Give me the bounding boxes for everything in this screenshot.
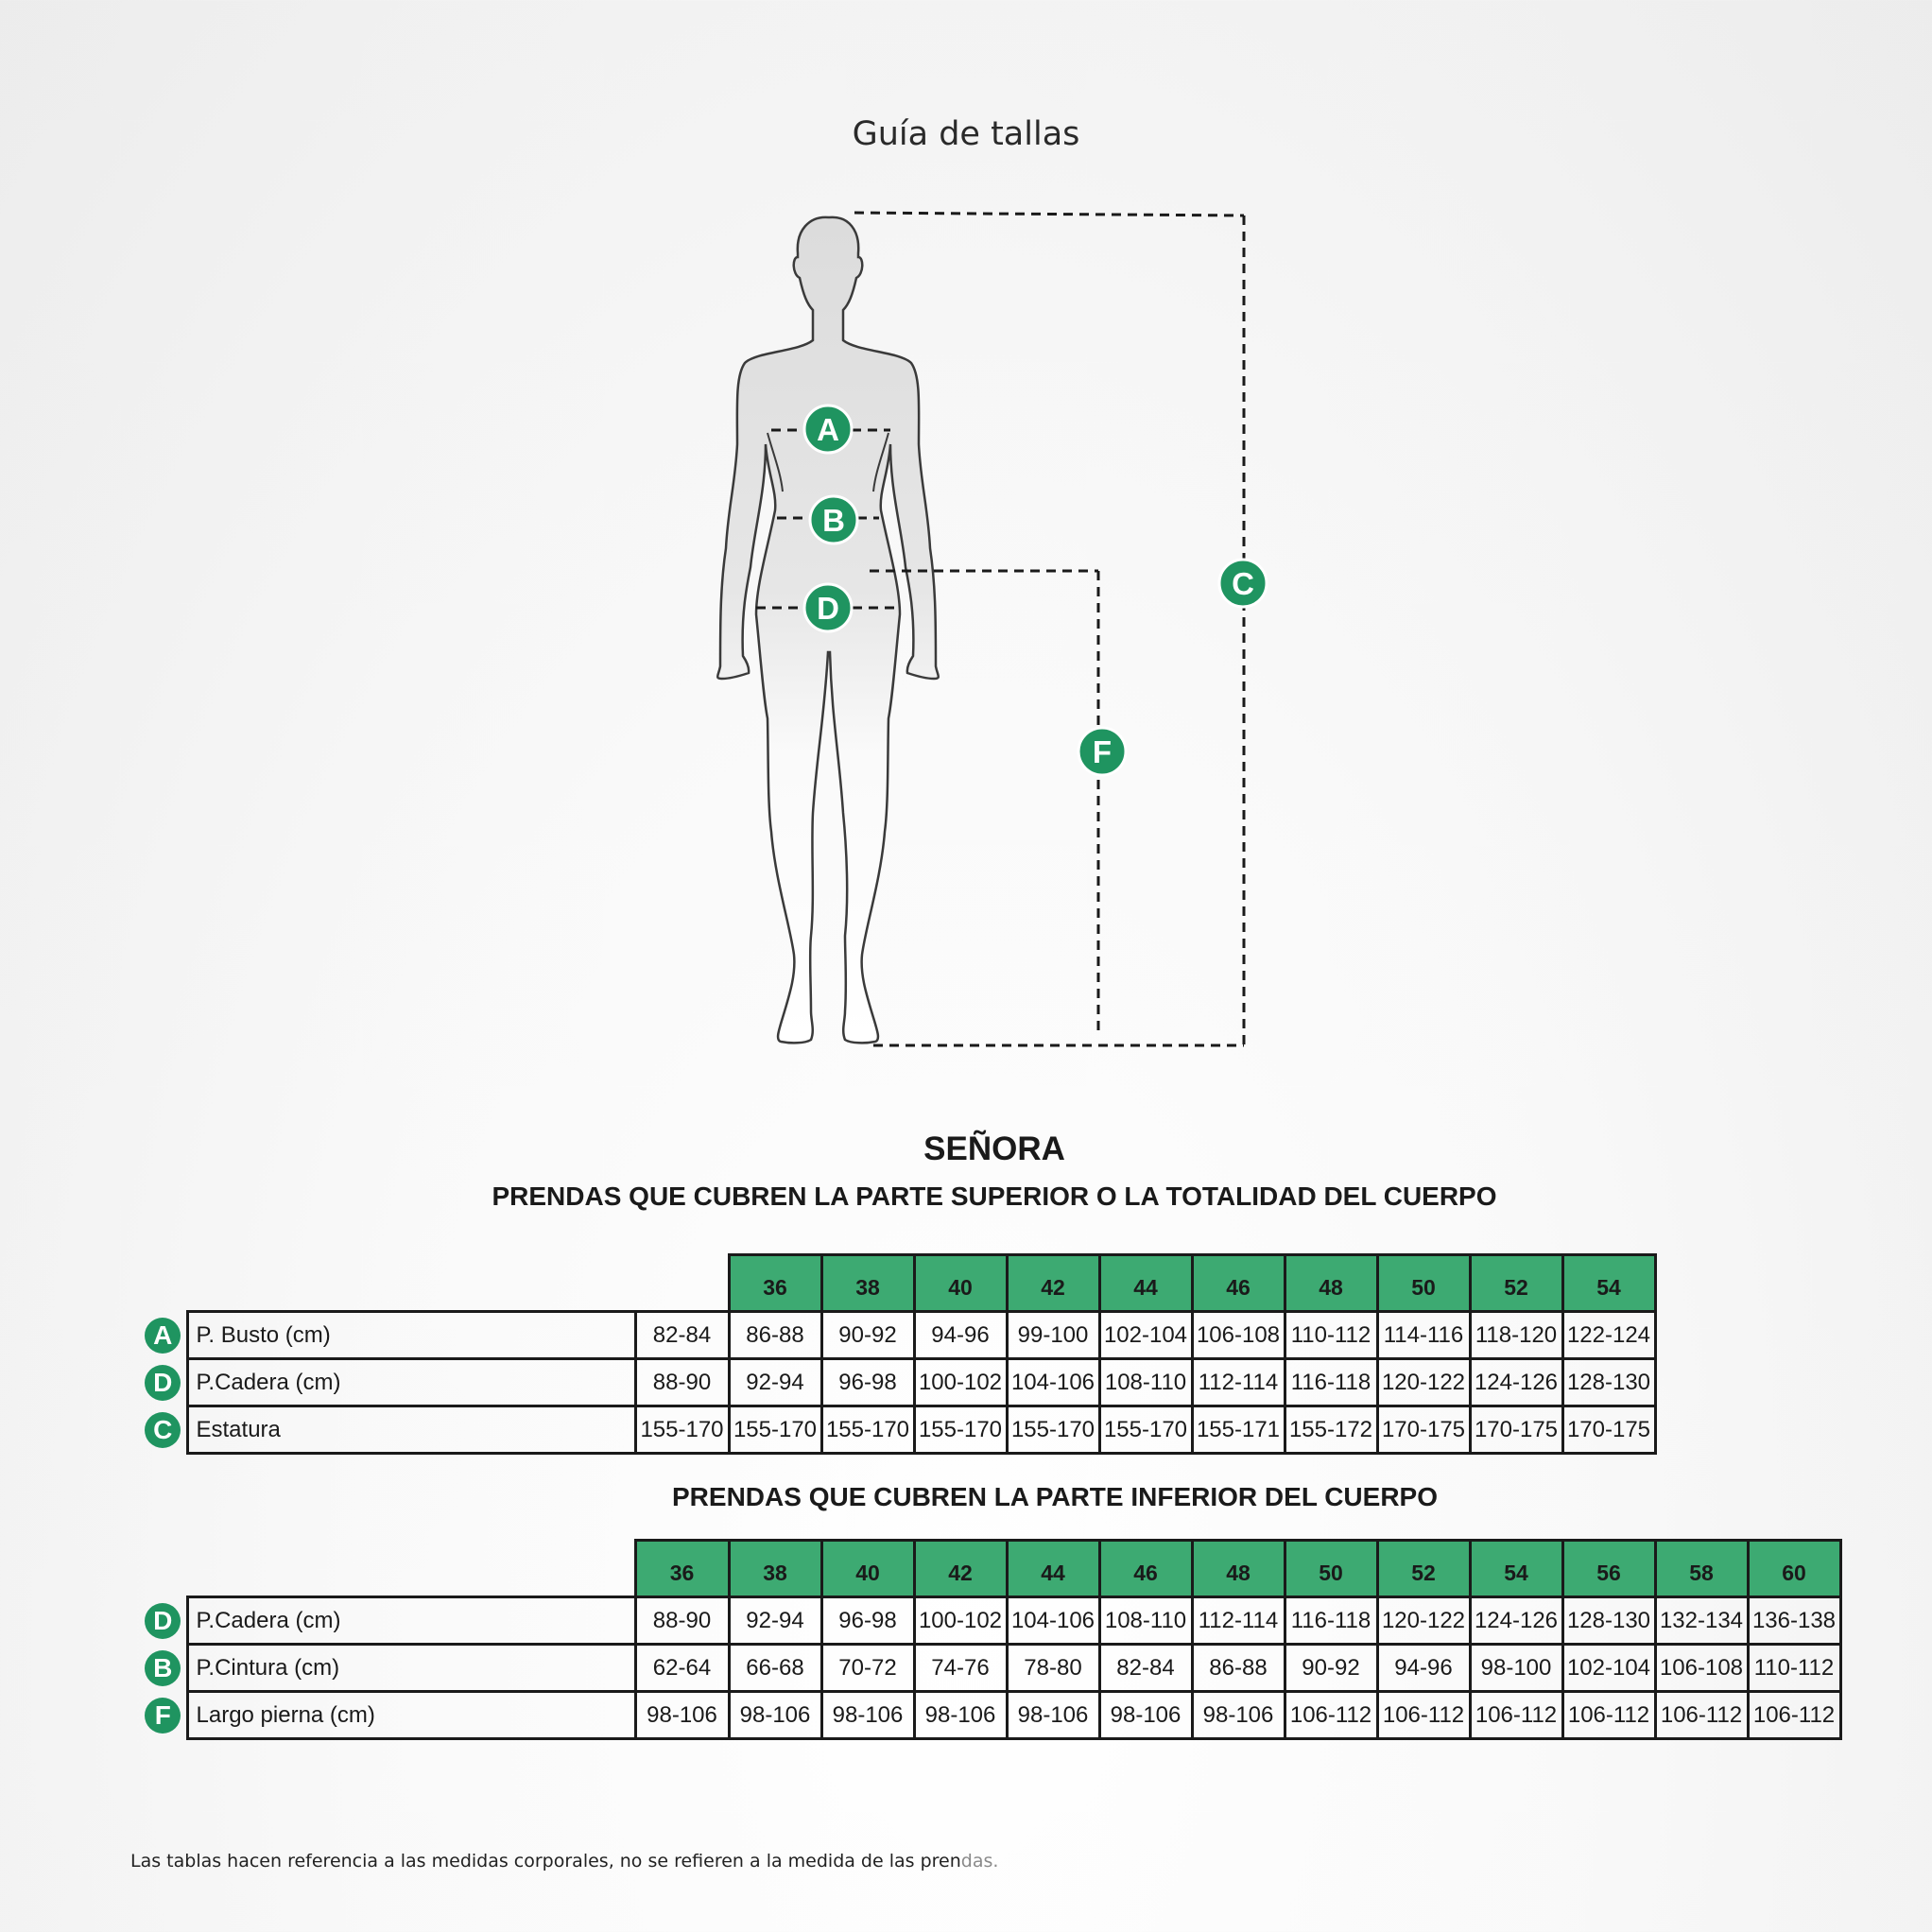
value-cell: 98-106 (729, 1692, 821, 1739)
badge-cell (140, 1312, 187, 1359)
size-header-cell: 46 (1192, 1255, 1285, 1312)
value-cell: 108-110 (1099, 1359, 1192, 1406)
value-cell: 106-108 (1655, 1645, 1748, 1692)
value-cell: 94-96 (914, 1312, 1007, 1359)
value-cell: 78-80 (1007, 1645, 1099, 1692)
value-cell: 155-170 (1099, 1406, 1192, 1454)
marker-a (804, 405, 852, 453)
value-cell: 155-170 (914, 1406, 1007, 1454)
measure-badge: D (145, 1365, 181, 1401)
marker-c (1219, 560, 1267, 607)
value-cell: 128-130 (1562, 1359, 1655, 1406)
size-header-cell: 42 (1007, 1255, 1099, 1312)
blank-cell (140, 1541, 187, 1597)
value-cell: 155-172 (1285, 1406, 1377, 1454)
value-cell: 106-112 (1470, 1692, 1562, 1739)
svg-text:F: F (1092, 734, 1113, 769)
value-cell: 155-170 (1007, 1406, 1099, 1454)
marker-d (804, 584, 852, 631)
value-cell: 90-92 (1285, 1645, 1377, 1692)
value-cell: 155-170 (635, 1406, 729, 1454)
size-header-row (140, 1255, 1655, 1312)
value-cell: 74-76 (914, 1645, 1007, 1692)
size-header-cell: 44 (1099, 1255, 1192, 1312)
value-cell: 70-72 (821, 1645, 914, 1692)
blank-cell (187, 1255, 635, 1312)
badge-cell (140, 1692, 187, 1739)
svg-text:B: B (822, 503, 845, 538)
svg-text:D: D (817, 591, 839, 626)
value-cell: 106-112 (1655, 1692, 1748, 1739)
value-cell: 92-94 (729, 1359, 821, 1406)
size-header-cell: 36 (635, 1541, 729, 1597)
measurement-label: Estatura (187, 1406, 635, 1454)
marker-b (810, 496, 857, 543)
value-cell: 98-106 (914, 1692, 1007, 1739)
marker-f (1078, 728, 1126, 775)
size-header-cell: 52 (1377, 1541, 1470, 1597)
section-heading: SEÑORA (923, 1130, 1065, 1167)
value-cell: 104-106 (1007, 1597, 1099, 1645)
measure-badge: B (145, 1650, 181, 1686)
measurement-row (140, 1359, 1655, 1406)
size-header-cell: 56 (1562, 1541, 1655, 1597)
value-cell: 136-138 (1748, 1597, 1840, 1645)
size-header-cell: 48 (1192, 1541, 1285, 1597)
footnote-text: Las tablas hacen referencia a las medidas corporales, no se refieren a la medida de las pren (130, 1851, 961, 1872)
value-cell: 106-112 (1285, 1692, 1377, 1739)
value-cell: 96-98 (821, 1597, 914, 1645)
value-cell: 170-175 (1562, 1406, 1655, 1454)
value-cell: 106-108 (1192, 1312, 1285, 1359)
value-cell: 170-175 (1470, 1406, 1562, 1454)
value-cell: 120-122 (1377, 1597, 1470, 1645)
size-header-cell: 50 (1377, 1255, 1470, 1312)
value-cell: 122-124 (1562, 1312, 1655, 1359)
measurement-row (140, 1645, 1840, 1692)
blank-cell (140, 1255, 187, 1312)
size-header-row (140, 1541, 1840, 1597)
value-cell: 120-122 (1377, 1359, 1470, 1406)
value-cell: 124-126 (1470, 1597, 1562, 1645)
upper-size-table (140, 1253, 1657, 1455)
size-header-cell: 44 (1007, 1541, 1099, 1597)
lower-size-table (140, 1539, 1842, 1740)
value-cell: 112-114 (1192, 1359, 1285, 1406)
value-cell: 92-94 (729, 1597, 821, 1645)
value-cell: 104-106 (1007, 1359, 1099, 1406)
measurement-label: P.Cadera (cm) (187, 1359, 635, 1406)
value-cell: 112-114 (1192, 1597, 1285, 1645)
value-cell: 106-112 (1748, 1692, 1840, 1739)
measurement-row (140, 1312, 1655, 1359)
value-cell: 100-102 (914, 1597, 1007, 1645)
value-cell: 124-126 (1470, 1359, 1562, 1406)
size-header-cell: 52 (1470, 1255, 1562, 1312)
value-cell: 98-106 (635, 1692, 729, 1739)
value-cell: 99-100 (1007, 1312, 1099, 1359)
value-cell: 102-104 (1562, 1645, 1655, 1692)
size-header-cell: 48 (1285, 1255, 1377, 1312)
svg-text:C: C (1232, 566, 1254, 601)
badge-cell (140, 1597, 187, 1645)
value-cell: 128-130 (1562, 1597, 1655, 1645)
value-cell: 90-92 (821, 1312, 914, 1359)
value-cell: 170-175 (1377, 1406, 1470, 1454)
measure-badge: C (145, 1412, 181, 1448)
value-cell: 114-116 (1377, 1312, 1470, 1359)
size-header-cell: 60 (1748, 1541, 1840, 1597)
footnote-faded-text: das. (960, 1851, 999, 1872)
measurement-label: Largo pierna (cm) (187, 1692, 635, 1739)
lower-table-title: PRENDAS QUE CUBREN LA PARTE INFERIOR DEL CUERPO (672, 1482, 1438, 1511)
value-cell: 132-134 (1655, 1597, 1748, 1645)
value-cell: 66-68 (729, 1645, 821, 1692)
measurement-label: P. Busto (cm) (187, 1312, 635, 1359)
svg-text:A: A (817, 412, 839, 447)
measurement-row (140, 1406, 1655, 1454)
measure-badge: A (145, 1318, 181, 1354)
value-cell: 82-84 (635, 1312, 729, 1359)
value-cell: 96-98 (821, 1359, 914, 1406)
value-cell: 118-120 (1470, 1312, 1562, 1359)
value-cell: 62-64 (635, 1645, 729, 1692)
value-cell: 116-118 (1285, 1597, 1377, 1645)
value-cell: 82-84 (1099, 1645, 1192, 1692)
measurement-label: P.Cadera (cm) (187, 1597, 635, 1645)
value-cell: 102-104 (1099, 1312, 1192, 1359)
value-cell: 86-88 (729, 1312, 821, 1359)
size-header-cell: 36 (729, 1255, 821, 1312)
value-cell: 108-110 (1099, 1597, 1192, 1645)
value-cell: 94-96 (1377, 1645, 1470, 1692)
value-cell: 106-112 (1562, 1692, 1655, 1739)
value-cell: 86-88 (1192, 1645, 1285, 1692)
value-cell: 116-118 (1285, 1359, 1377, 1406)
page-title: Guía de tallas (852, 115, 1080, 153)
size-header-cell: 38 (729, 1541, 821, 1597)
badge-cell (140, 1359, 187, 1406)
blank-cell (187, 1541, 635, 1597)
size-header-cell: 54 (1470, 1541, 1562, 1597)
value-cell: 98-106 (1192, 1692, 1285, 1739)
size-header-cell: 58 (1655, 1541, 1748, 1597)
value-cell: 88-90 (635, 1359, 729, 1406)
value-cell: 88-90 (635, 1597, 729, 1645)
measure-badge: F (145, 1698, 181, 1734)
size-header-cell: 50 (1285, 1541, 1377, 1597)
footnote (130, 1851, 998, 1872)
measurement-label: P.Cintura (cm) (187, 1645, 635, 1692)
value-cell: 110-112 (1748, 1645, 1840, 1692)
measurement-row (140, 1597, 1840, 1645)
size-header-cell: 46 (1099, 1541, 1192, 1597)
value-cell: 155-171 (1192, 1406, 1285, 1454)
value-cell: 106-112 (1377, 1692, 1470, 1739)
value-cell: 98-106 (1007, 1692, 1099, 1739)
size-header-cell: 40 (914, 1255, 1007, 1312)
badge-cell (140, 1645, 187, 1692)
measure-badge: D (145, 1603, 181, 1639)
size-header-cell: 42 (914, 1541, 1007, 1597)
value-cell: 98-100 (1470, 1645, 1562, 1692)
value-cell: 98-106 (1099, 1692, 1192, 1739)
value-cell: 110-112 (1285, 1312, 1377, 1359)
size-header-cell: 40 (821, 1541, 914, 1597)
size-header-cell: 54 (1562, 1255, 1655, 1312)
upper-table-title: PRENDAS QUE CUBREN LA PARTE SUPERIOR O LA TOTALIDAD DEL CUERPO (492, 1182, 1497, 1211)
size-header-cell: 38 (821, 1255, 914, 1312)
blank-cell (635, 1255, 729, 1312)
value-cell: 100-102 (914, 1359, 1007, 1406)
value-cell: 155-170 (821, 1406, 914, 1454)
badge-cell (140, 1406, 187, 1454)
measurement-row (140, 1692, 1840, 1739)
value-cell: 155-170 (729, 1406, 821, 1454)
value-cell: 98-106 (821, 1692, 914, 1739)
